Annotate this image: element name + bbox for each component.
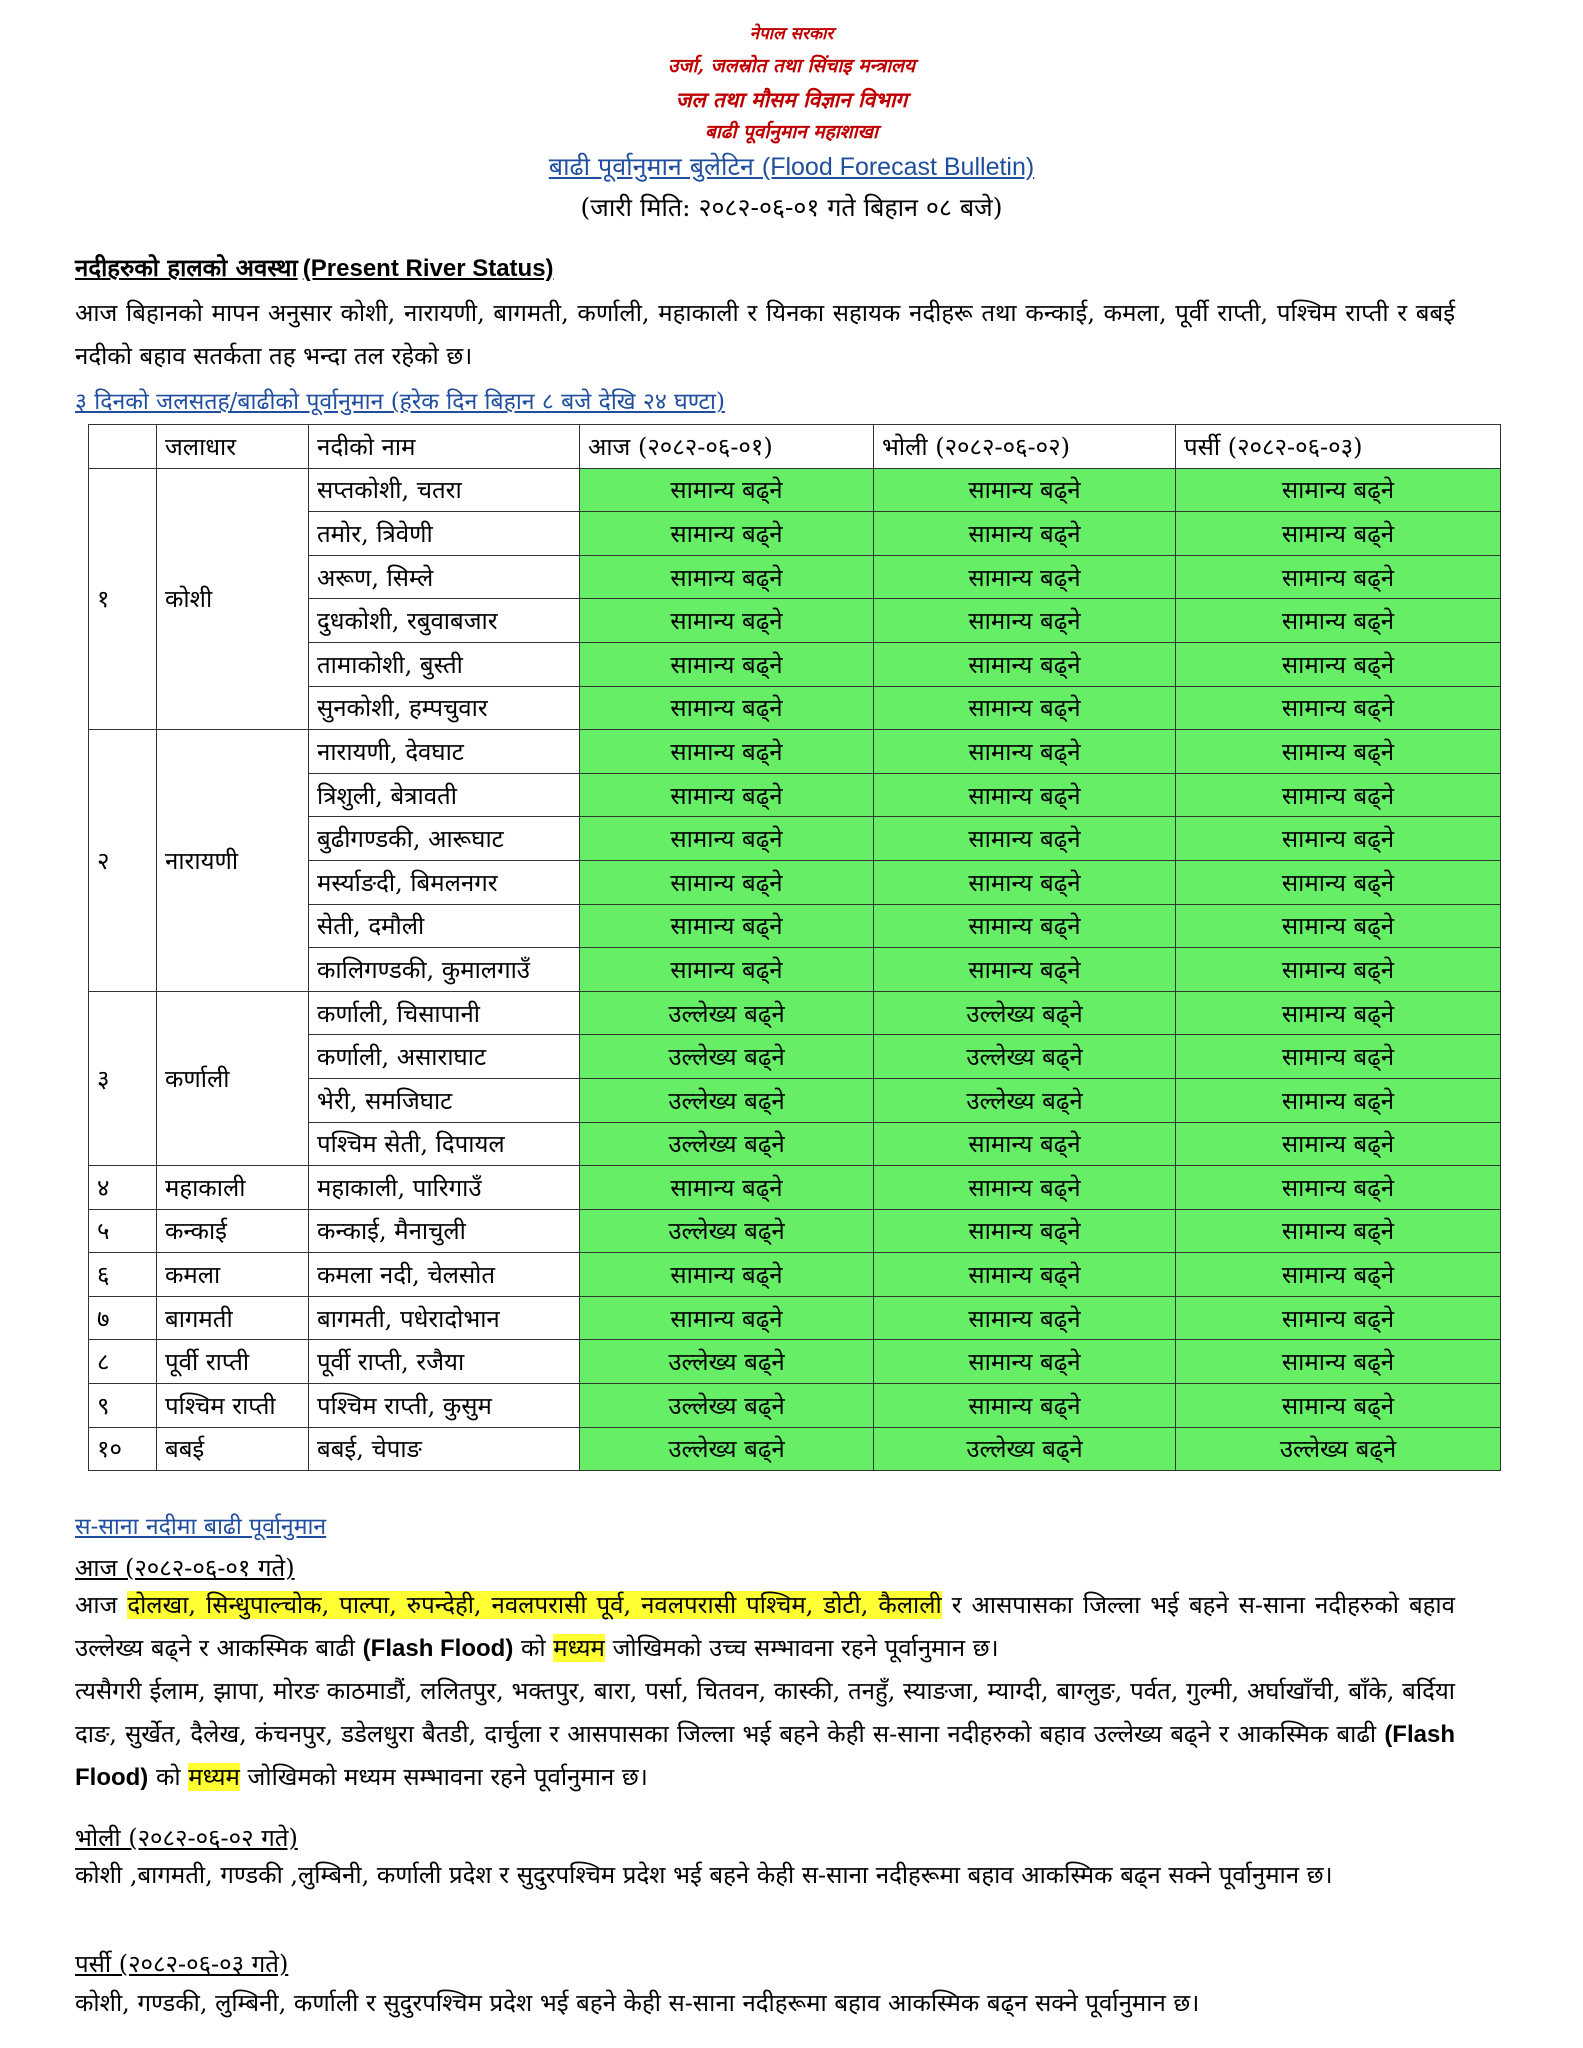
col-header-today: आज (२०८२-०६-०१) (580, 425, 874, 469)
forecast-day-after: सामान्य बढ्ने (1176, 991, 1501, 1035)
forecast-today: सामान्य बढ्ने (580, 904, 874, 948)
forecast-today: सामान्य बढ्ने (580, 860, 874, 904)
forecast-day-after: सामान्य बढ्ने (1176, 1340, 1501, 1384)
forecast-day-after: सामान्य बढ्ने (1176, 904, 1501, 948)
issued-date: (जारी मिति: २०८२-०६-०१ गते बिहान ०८ बजे) (580, 192, 1003, 222)
forecast-today: उल्लेख्य बढ्ने (580, 1427, 874, 1471)
table-row (89, 1384, 1501, 1428)
forecast-day-after: सामान्य बढ्ने (1176, 512, 1501, 556)
river-station: सेती, दमौली (309, 904, 580, 948)
today-p1-mid: र आसपासका जिल्ला भई बहने स-साना नदीहरुको बहाव उल्लेख्य बढ्ने र आकस्मिक बाढी (75, 1591, 1455, 1662)
basin-name: पूर्वी राप्ती (157, 1340, 309, 1384)
today-p1-districts: दोलखा, सिन्धुपाल्चोक, पाल्पा, रुपन्देही, नवलपरासी पूर्व, नवलपरासी पश्चिम, डोटी, कैलाली (127, 1591, 942, 1619)
basin-serial: १ (89, 468, 157, 730)
forecast-day-after: सामान्य बढ्ने (1176, 468, 1501, 512)
forecast-today: सामान्य बढ्ने (580, 1253, 874, 1297)
forecast-today: सामान्य बढ्ने (580, 1166, 874, 1210)
forecast-day-after: सामान्य बढ्ने (1176, 1078, 1501, 1122)
basin-name: बबई (157, 1427, 309, 1471)
day-after-paragraph: कोशी, गण्डकी, लुम्बिनी, कर्णाली र सुदुरपश्चिम प्रदेश भई बहने केही स-साना नदीहरूमा बहाव आकस्मिक बढ्न सक्ने पूर्वानुमान छ। (75, 1989, 1200, 2017)
basin-serial: ७ (89, 1296, 157, 1340)
basin-serial: ८ (89, 1340, 157, 1384)
col-header-tomorrow: भोली (२०८२-०६-०२) (874, 425, 1176, 469)
forecast-tomorrow: सामान्य बढ्ने (874, 1384, 1176, 1428)
present-status-text: आज बिहानको मापन अनुसार कोशी, नारायणी, बागमती, कर्णाली, महाकाली र यिनका सहायक नदीहरू तथा कन्काई, कमला, पूर्वी राप्ती, पश्चिम राप्ती र बबई नदीको बहाव सतर्कता तह भन्दा तल रहेको छ। (75, 299, 1455, 370)
river-station: कर्णाली, चिसापानी (309, 991, 580, 1035)
forecast-today: सामान्य बढ्ने (580, 1296, 874, 1340)
forecast-tomorrow: सामान्य बढ्ने (874, 599, 1176, 643)
col-header-day-after: पर्सी (२०८२-०६-०३) (1176, 425, 1501, 469)
basin-serial: १० (89, 1427, 157, 1471)
basin-name: बागमती (157, 1296, 309, 1340)
forecast-day-after: सामान्य बढ्ने (1176, 555, 1501, 599)
table-row (89, 730, 1501, 774)
table-row (89, 1209, 1501, 1253)
forecast-today: सामान्य बढ्ने (580, 512, 874, 556)
forecast-tomorrow: सामान्य बढ्ने (874, 1166, 1176, 1210)
forecast-today: सामान्य बढ्ने (580, 773, 874, 817)
basin-serial: ३ (89, 991, 157, 1165)
forecast-today: सामान्य बढ्ने (580, 555, 874, 599)
river-station: भेरी, समजिघाट (309, 1078, 580, 1122)
today-p2-end: जोखिमको मध्यम सम्भावना रहने पूर्वानुमान छ। (247, 1763, 648, 1791)
today-p1-start: आज (75, 1591, 118, 1619)
forecast-tomorrow: सामान्य बढ्ने (874, 773, 1176, 817)
river-station: मर्स्याङदी, बिमलनगर (309, 860, 580, 904)
river-station: कालिगण्डकी, कुमालगाउँ (309, 948, 580, 992)
river-station: अरूण, सिम्ले (309, 555, 580, 599)
basin-name: कोशी (157, 468, 309, 730)
basin-name: कर्णाली (157, 991, 309, 1165)
forecast-day-after: सामान्य बढ्ने (1176, 686, 1501, 730)
forecast-day-after: सामान्य बढ्ने (1176, 1122, 1501, 1166)
forecast-heading-text: ३ दिनको जलसतह/बाढीको पूर्वानुमान (हरेक दिन बिहान ८ बजे देखि २४ घण्टा) (75, 389, 725, 415)
forecast-day-after: सामान्य बढ्ने (1176, 1166, 1501, 1210)
small-rivers-heading (75, 1516, 1455, 1539)
forecast-today: सामान्य बढ्ने (580, 642, 874, 686)
forecast-tomorrow: सामान्य बढ्ने (874, 817, 1176, 861)
today-p2-start: त्यसैगरी ईलाम, झापा, मोरङ काठमाडौं, ललितपुर, भक्तपुर, बारा, पर्सा, चितवन, कास्की, तनहुँ, स्याङजा, म्याग्दी, बाग्लुङ, पर्वत, गुल्मी, अर्घाखाँची, बाँके, बर्दिया दाङ, सुर्खेत, दैलेख, कंचनपुर, डडेलधुरा बैतडी, दार्चुला र आसपासका जिल्ला भई बहने केही स-साना नदीहरुको बहाव उल्लेख्य बढ्ने र आकस्मिक बाढी (75, 1677, 1455, 1748)
col-header-river: नदीको नाम (309, 425, 580, 469)
forecast-heading (75, 391, 1455, 414)
today-p2-flash-flood: (Flash Flood) (75, 1721, 1455, 1791)
basin-name: नारायणी (157, 730, 309, 992)
forecast-tomorrow: सामान्य बढ्ने (874, 468, 1176, 512)
present-status-heading-np: नदीहरुको हालको अवस्था (75, 253, 298, 282)
forecast-tomorrow: सामान्य बढ्ने (874, 1122, 1176, 1166)
today-p1-ko: को (520, 1634, 546, 1662)
forecast-day-after: सामान्य बढ्ने (1176, 948, 1501, 992)
forecast-day-after: उल्लेख्य बढ्ने (1176, 1427, 1501, 1471)
col-header-basin: जलाधार (157, 425, 309, 469)
river-station: नारायणी, देवघाट (309, 730, 580, 774)
tomorrow-label (75, 1826, 1455, 1850)
basin-serial: २ (89, 730, 157, 992)
table-row (89, 991, 1501, 1035)
river-station: तमोर, त्रिवेणी (309, 512, 580, 556)
forecast-today: उल्लेख्य बढ्ने (580, 991, 874, 1035)
forecast-tomorrow: सामान्य बढ्ने (874, 860, 1176, 904)
forecast-today: उल्लेख्य बढ्ने (580, 1035, 874, 1079)
forecast-tomorrow: सामान्य बढ्ने (874, 730, 1176, 774)
forecast-day-after: सामान्य बढ्ने (1176, 642, 1501, 686)
col-header-sn (89, 425, 157, 469)
river-station: कर्णाली, असाराघाट (309, 1035, 580, 1079)
forecast-table-body (89, 468, 1501, 1471)
river-station: बुढीगण्डकी, आरूघाट (309, 817, 580, 861)
forecast-today: सामान्य बढ्ने (580, 730, 874, 774)
tomorrow-paragraph: कोशी ,बागमती, गण्डकी ,लुम्बिनी, कर्णाली प्रदेश र सुदुरपश्चिम प्रदेश भई बहने केही स-साना नदीहरूमा बहाव आकस्मिक बढ्न सक्ने पूर्वानुमान छ। (75, 1861, 1333, 1889)
forecast-today: सामान्य बढ्ने (580, 599, 874, 643)
forecast-day-after: सामान्य बढ्ने (1176, 599, 1501, 643)
forecast-tomorrow: सामान्य बढ्ने (874, 904, 1176, 948)
forecast-tomorrow: सामान्य बढ्ने (874, 1296, 1176, 1340)
table-row (89, 1166, 1501, 1210)
basin-name: पश्चिम राप्ती (157, 1384, 309, 1428)
forecast-tomorrow: उल्लेख्य बढ्ने (874, 991, 1176, 1035)
ministry-name: उर्जा, जलस्रोत तथा सिंचाइ मन्त्रालय (667, 55, 916, 77)
forecast-today: उल्लेख्य बढ्ने (580, 1340, 874, 1384)
basin-name: महाकाली (157, 1166, 309, 1210)
forecast-tomorrow: उल्लेख्य बढ्ने (874, 1035, 1176, 1079)
today-label-text: आज (२०८२-०६-०१ गते) (75, 1554, 295, 1582)
river-station: कन्काई, मैनाचुली (309, 1209, 580, 1253)
bulletin-title (0, 153, 1583, 182)
forecast-day-after: सामान्य बढ्ने (1176, 1296, 1501, 1340)
table-row (89, 468, 1501, 512)
forecast-tomorrow: सामान्य बढ्ने (874, 1253, 1176, 1297)
table-row (89, 1296, 1501, 1340)
basin-serial: ४ (89, 1166, 157, 1210)
table-row (89, 1427, 1501, 1471)
forecast-today: उल्लेख्य बढ्ने (580, 1078, 874, 1122)
basin-serial: ६ (89, 1253, 157, 1297)
river-station: पश्चिम राप्ती, कुसुम (309, 1384, 580, 1428)
today-p1-flash-flood: (Flash Flood) (362, 1635, 514, 1662)
today-p1-risk: मध्यम (553, 1634, 605, 1662)
forecast-day-after: सामान्य बढ्ने (1176, 1253, 1501, 1297)
river-station: सुनकोशी, हम्पचुवार (309, 686, 580, 730)
forecast-today: उल्लेख्य बढ्ने (580, 1384, 874, 1428)
forecast-tomorrow: उल्लेख्य बढ्ने (874, 1427, 1176, 1471)
river-station: कमला नदी, चेलसोत (309, 1253, 580, 1297)
forecast-day-after: सामान्य बढ्ने (1176, 860, 1501, 904)
table-row (89, 1340, 1501, 1384)
river-station: पश्चिम सेती, दिपायल (309, 1122, 580, 1166)
forecast-today: सामान्य बढ्ने (580, 817, 874, 861)
present-status-heading-en: (Present River Status) (302, 255, 554, 282)
bulletin-title-np: बाढी पूर्वानुमान बुलेटिन (548, 152, 754, 181)
forecast-today: उल्लेख्य बढ्ने (580, 1122, 874, 1166)
forecast-tomorrow: सामान्य बढ्ने (874, 686, 1176, 730)
forecast-day-after: सामान्य बढ्ने (1176, 730, 1501, 774)
river-station: महाकाली, पारिगाउँ (309, 1166, 580, 1210)
forecast-tomorrow: सामान्य बढ्ने (874, 1340, 1176, 1384)
today-p2-risk: मध्यम (188, 1763, 240, 1791)
basin-name: कन्काई (157, 1209, 309, 1253)
basin-serial: ५ (89, 1209, 157, 1253)
forecast-day-after: सामान्य बढ्ने (1176, 773, 1501, 817)
forecast-tomorrow: सामान्य बढ्ने (874, 642, 1176, 686)
department-name: जल तथा मौसम विज्ञान विभाग (675, 87, 908, 112)
forecast-today: उल्लेख्य बढ्ने (580, 1209, 874, 1253)
forecast-day-after: सामान्य बढ्ने (1176, 1209, 1501, 1253)
river-station: बबई, चेपाङ (309, 1427, 580, 1471)
division-name: बाढी पूर्वानुमान महाशाखा (705, 121, 878, 143)
forecast-day-after: सामान्य बढ्ने (1176, 1035, 1501, 1079)
tomorrow-label-text: भोली (२०८२-०६-०२ गते) (75, 1824, 298, 1852)
day-after-label-text: पर्सी (२०८२-०६-०३ गते) (75, 1950, 289, 1978)
forecast-day-after: सामान्य बढ्ने (1176, 817, 1501, 861)
forecast-tomorrow: सामान्य बढ्ने (874, 1209, 1176, 1253)
river-station: सप्तकोशी, चतरा (309, 468, 580, 512)
forecast-tomorrow: सामान्य बढ्ने (874, 948, 1176, 992)
day-after-label (75, 1952, 1455, 1976)
forecast-today: सामान्य बढ्ने (580, 686, 874, 730)
small-rivers-heading-text: स-साना नदीमा बाढी पूर्वानुमान (75, 1514, 327, 1540)
forecast-day-after: सामान्य बढ्ने (1176, 1384, 1501, 1428)
river-station: बागमती, पधेरादोभान (309, 1296, 580, 1340)
forecast-today: सामान्य बढ्ने (580, 468, 874, 512)
bulletin-title-en: (Flood Forecast Bulletin) (761, 153, 1035, 181)
table-header-row (89, 425, 1501, 469)
govt-name: नेपाल सरकार (749, 24, 834, 44)
today-p1-end: जोखिमको उच्च सम्भावना रहने पूर्वानुमान छ। (612, 1634, 999, 1662)
basin-name: कमला (157, 1253, 309, 1297)
bulletin-header (0, 26, 1583, 221)
today-paragraph-2 (75, 1670, 1455, 1799)
forecast-tomorrow: सामान्य बढ्ने (874, 512, 1176, 556)
forecast-tomorrow: सामान्य बढ्ने (874, 555, 1176, 599)
forecast-today: सामान्य बढ्ने (580, 948, 874, 992)
forecast-tomorrow: उल्लेख्य बढ्ने (874, 1078, 1176, 1122)
river-station: पूर्वी राप्ती, रजैया (309, 1340, 580, 1384)
river-station: दुधकोशी, रबुवाबजार (309, 599, 580, 643)
basin-serial: ९ (89, 1384, 157, 1428)
forecast-table (88, 424, 1501, 1471)
today-label (75, 1556, 1455, 1580)
table-row (89, 1253, 1501, 1297)
river-station: तामाकोशी, बुस्ती (309, 642, 580, 686)
today-p2-ko: को (155, 1763, 181, 1791)
today-paragraph-1 (75, 1584, 1455, 1670)
present-status-heading (75, 253, 1455, 282)
river-station: त्रिशुली, बेत्रावती (309, 773, 580, 817)
